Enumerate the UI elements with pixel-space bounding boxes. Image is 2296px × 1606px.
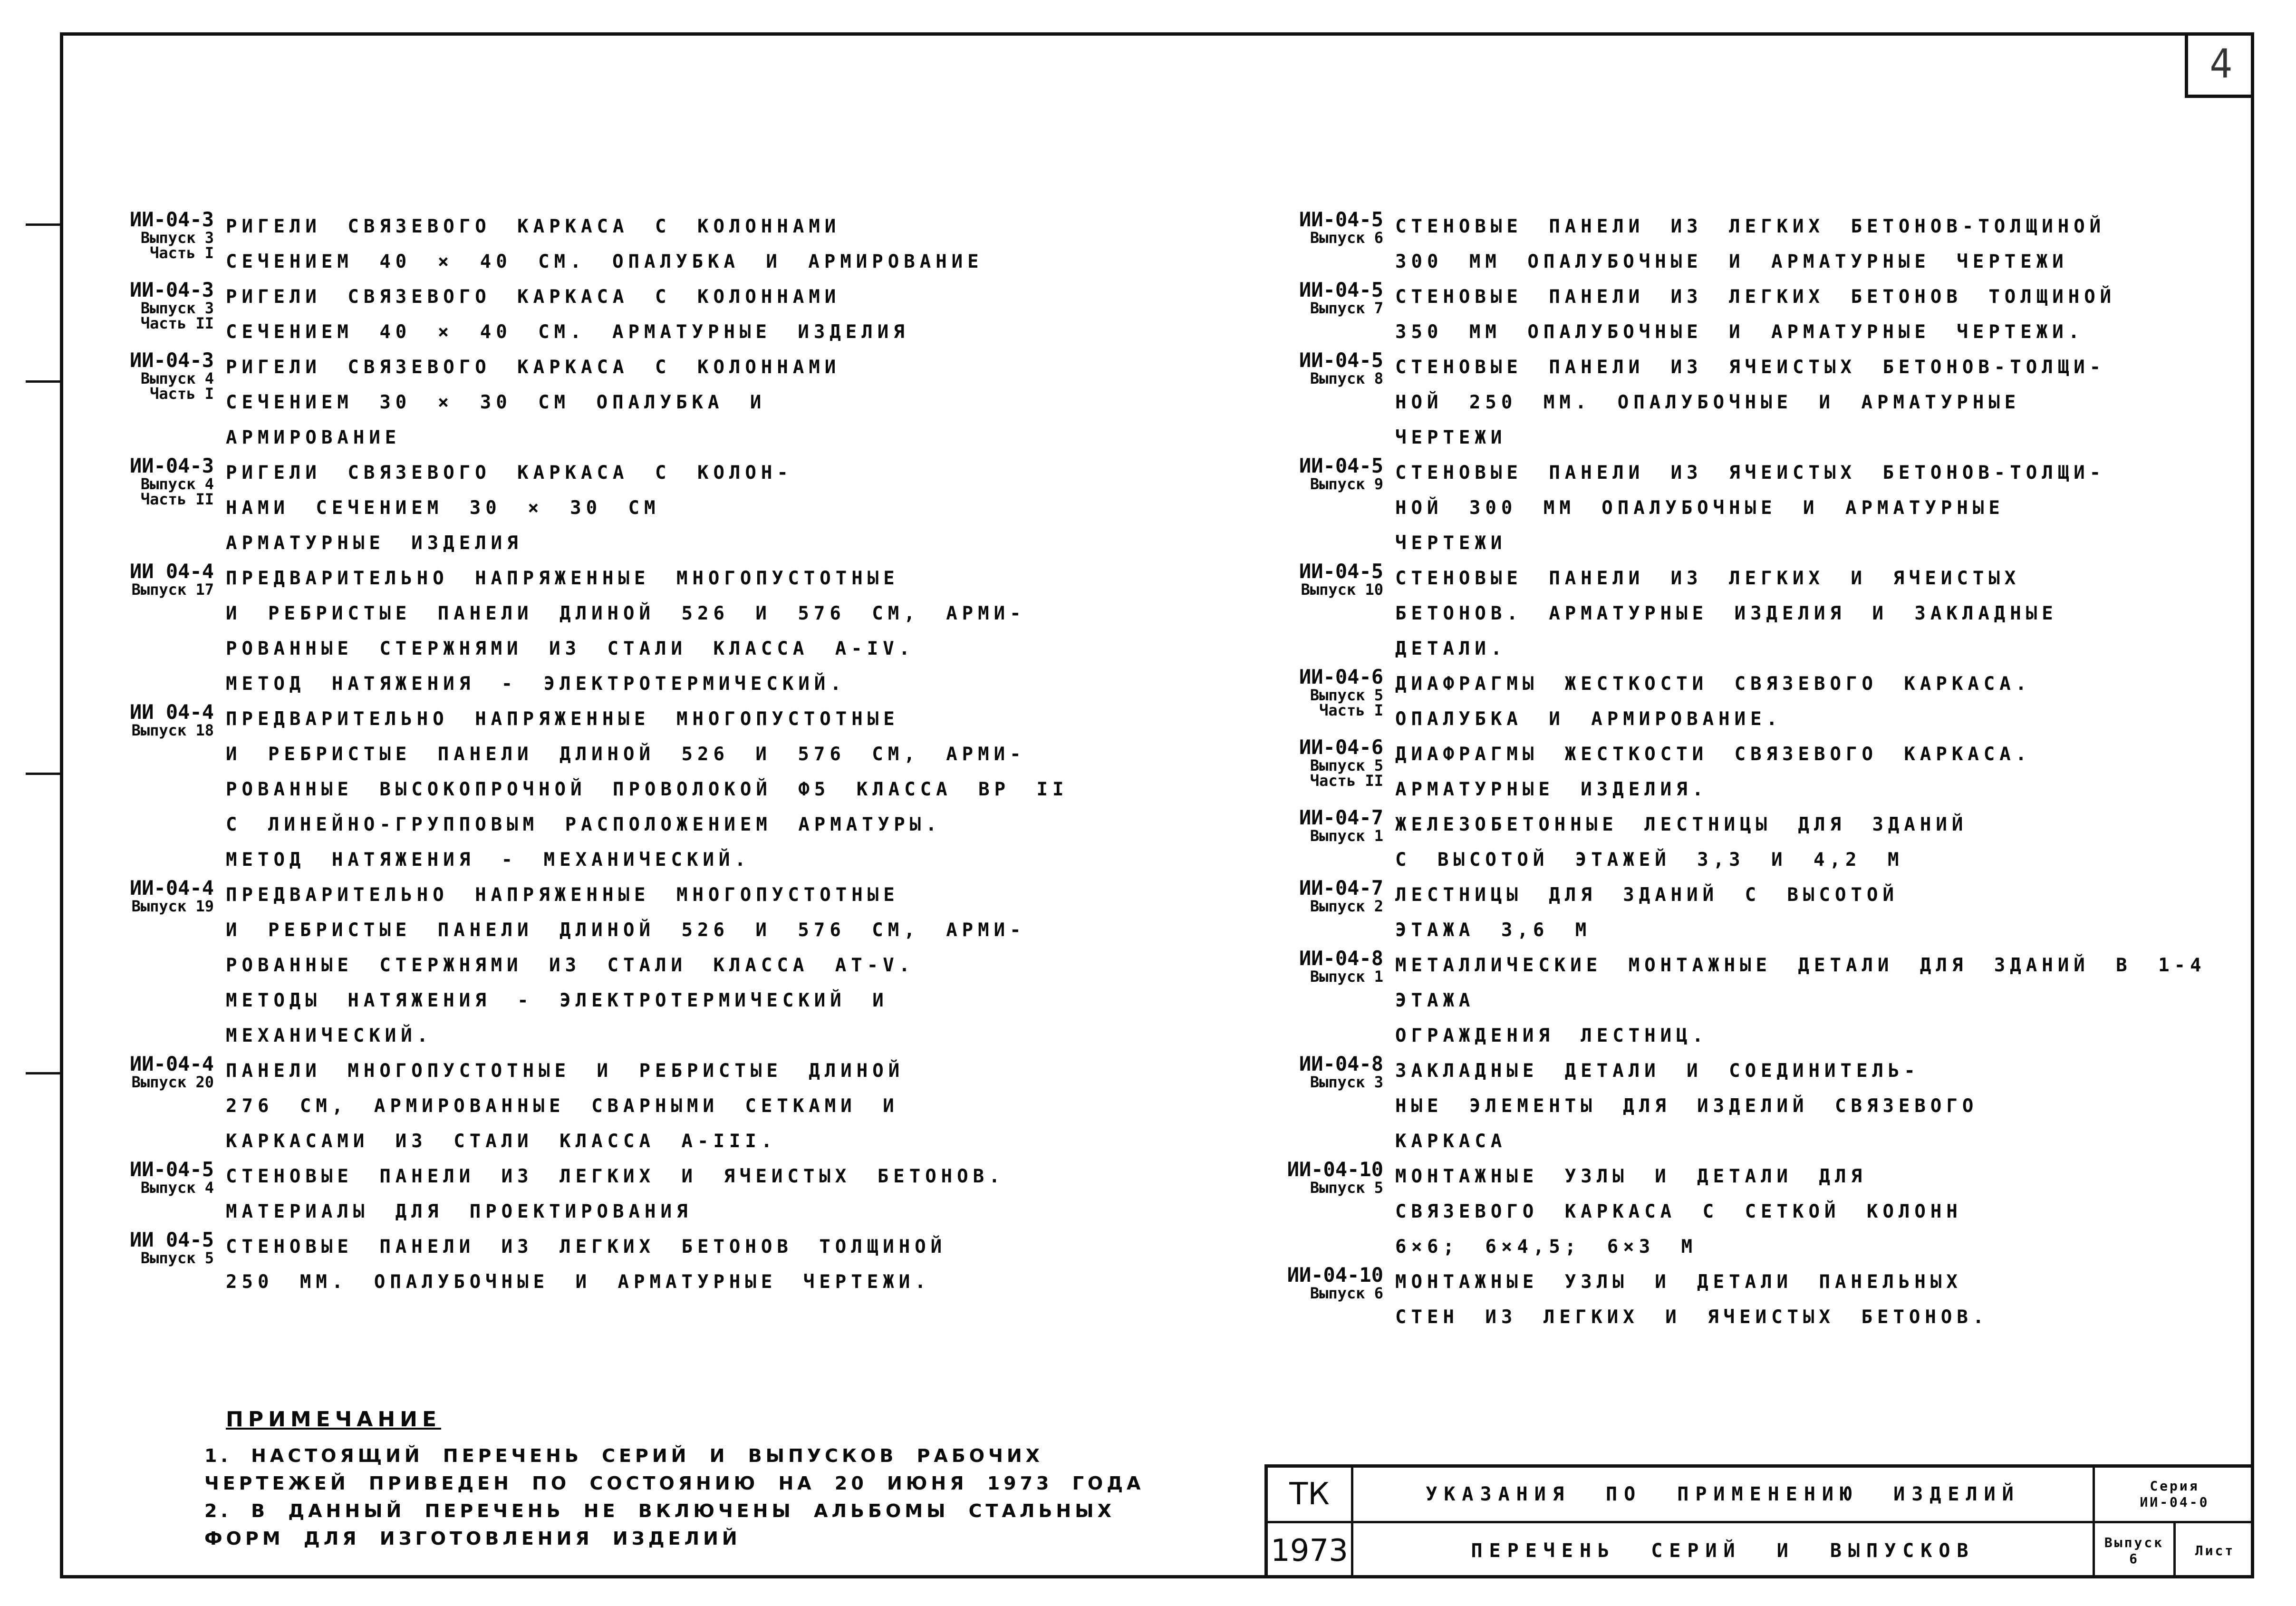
series-entry <box>1245 209 2248 280</box>
series-issue: Выпуск 18 <box>131 721 214 739</box>
series-code-main: ИИ-04-5 <box>1299 560 1383 583</box>
series-description <box>1395 667 2248 737</box>
series-code <box>76 878 214 914</box>
description-line: ДЕТАЛИ. <box>1395 638 1507 659</box>
series-code <box>1245 1159 1383 1195</box>
title-block-title-top: УКАЗАНИЯ ПО ПРИМЕНЕНИЮ ИЗДЕЛИЙ <box>1353 1468 2095 1523</box>
description-line: ДИАФРАГМЫ ЖЕСТКОСТИ СВЯЗЕВОГО КАРКАСА. <box>1395 744 2032 765</box>
description-line: ЖЕЛЕЗОБЕТОННЫЕ ЛЕСТНИЦЫ ДЛЯ ЗДАНИЙ <box>1395 814 1968 835</box>
description-line: МЕХАНИЧЕСКИЙ. <box>226 1025 433 1046</box>
description-line: СТЕНОВЫЕ ПАНЕЛИ ИЗ ЯЧЕИСТЫХ БЕТОНОВ-ТОЛЩИ- <box>1395 462 2106 484</box>
series-code-main: ИИ-04-5 <box>1299 454 1383 477</box>
description-line: РИГЕЛИ СВЯЗЕВОГО КАРКАСА С КОЛОННАМИ <box>226 286 841 308</box>
series-code <box>76 350 214 401</box>
series-code-main: ИИ 04-4 <box>129 700 214 724</box>
series-list-right <box>1245 209 2248 1335</box>
series-code <box>76 1229 214 1266</box>
description-line: СТЕНОВЫЕ ПАНЕЛИ ИЗ ЛЕГКИХ БЕТОНОВ ТОЛЩИНОЙ <box>1395 286 2116 308</box>
description-line: МАТЕРИАЛЫ ДЛЯ ПРОЕКТИРОВАНИЯ <box>226 1201 693 1222</box>
description-line: СТЕНОВЫЕ ПАНЕЛИ ИЗ ЯЧЕИСТЫХ БЕТОНОВ-ТОЛЩИ- <box>1395 357 2106 378</box>
description-line: СТЕНОВЫЕ ПАНЕЛИ ИЗ ЛЕГКИХ И ЯЧЕИСТЫХ БЕТОНОВ. <box>226 1166 1005 1187</box>
description-line: ЧЕРТЕЖИ <box>1395 427 1507 448</box>
series-entry <box>1245 350 2248 455</box>
series-code-main: ИИ-04-3 <box>129 278 214 301</box>
description-line: НОЙ 300 ММ ОПАЛУБОЧНЫЕ И АРМАТУРНЫЕ <box>1395 497 2005 519</box>
description-line: ПАНЕЛИ МНОГОПУСТОТНЫЕ И РЕБРИСТЫЕ ДЛИНОЙ <box>226 1060 905 1082</box>
issue-label: Выпуск <box>2104 1534 2164 1550</box>
series-label: Серия <box>2150 1478 2200 1494</box>
description-line: АРМИРОВАНИЕ <box>226 427 401 448</box>
description-line: БЕТОНОВ. АРМАТУРНЫЕ ИЗДЕЛИЯ И ЗАКЛАДНЫЕ <box>1395 603 2058 624</box>
series-code-main: ИИ-04-4 <box>129 876 214 900</box>
note-item: 1. НАСТОЯЩИЙ ПЕРЕЧЕНЬ СЕРИЙ И ВЫПУСКОВ РАБОЧИХ ЧЕРТЕЖЕЙ ПРИВЕДЕН ПО СОСТОЯНИЮ НА 20 ИЮНЯ 1973 ГОДА <box>204 1445 1145 1494</box>
series-description <box>1395 1159 2248 1265</box>
description-line: 300 ММ ОПАЛУБОЧНЫЕ И АРМАТУРНЫЕ ЧЕРТЕЖИ <box>1395 251 2068 272</box>
page-number: 4 <box>2185 32 2254 98</box>
description-line: РОВАННЫЕ СТЕРЖНЯМИ ИЗ СТАЛИ КЛАССА А-IV. <box>226 638 915 659</box>
description-line: 6×6; 6×4,5; 6×3 М <box>1395 1236 1698 1258</box>
description-line: СТЕН ИЗ ЛЕГКИХ И ЯЧЕИСТЫХ БЕТОНОВ. <box>1395 1306 1989 1328</box>
series-code <box>1245 561 1383 597</box>
series-description <box>226 1229 1188 1300</box>
series-code <box>1245 948 1383 984</box>
series-entry <box>1245 807 2248 878</box>
series-issue: Выпуск 5 <box>140 1249 214 1267</box>
series-code-main: ИИ-04-5 <box>1299 208 1383 231</box>
description-line: РИГЕЛИ СВЯЗЕВОГО КАРКАСА С КОЛОННАМИ <box>226 216 841 237</box>
series-issue: Часть I <box>1319 701 1383 719</box>
description-line: С ЛИНЕЙНО-ГРУППОВЫМ РАСПОЛОЖЕНИЕМ АРМАТУРЫ. <box>226 814 942 835</box>
series-code-main: ИИ-04-7 <box>1299 876 1383 900</box>
series-description <box>226 1159 1188 1229</box>
description-line: ЭТАЖА 3,6 М <box>1395 919 1592 941</box>
series-issue: Выпуск 17 <box>131 580 214 599</box>
series-code-main: ИИ-04-4 <box>129 1052 214 1075</box>
series-code <box>76 209 214 261</box>
description-line: НОЙ 250 ММ. ОПАЛУБОЧНЫЕ И АРМАТУРНЫЕ <box>1395 392 2021 413</box>
description-line: НАМИ СЕЧЕНИЕМ 30 × 30 СМ <box>226 497 660 519</box>
series-entry <box>76 1159 1188 1229</box>
series-issue: Часть II <box>140 314 214 332</box>
series-code-main: ИИ-04-10 <box>1287 1263 1383 1287</box>
series-code-main: ИИ-04-5 <box>129 1158 214 1181</box>
series-issue: Выпуск 3 <box>1310 1073 1383 1091</box>
description-line: МОНТАЖНЫЕ УЗЛЫ И ДЕТАЛИ ДЛЯ <box>1395 1166 1867 1187</box>
series-code-main: ИИ-04-8 <box>1299 947 1383 970</box>
series-issue: Выпуск 6 <box>1310 229 1383 247</box>
series-description <box>1395 209 2248 280</box>
margin-tick <box>26 223 60 226</box>
series-code-main: ИИ 04-4 <box>129 560 214 583</box>
description-line: РОВАННЫЕ ВЫСОКОПРОЧНОЙ ПРОВОЛОКОЙ Ф5 КЛАССА ВР II <box>226 779 1069 800</box>
series-code-main: ИИ-04-3 <box>129 348 214 372</box>
title-block-issue-sheet <box>2095 1523 2254 1579</box>
series-code <box>1245 878 1383 914</box>
description-line: И РЕБРИСТЫЕ ПАНЕЛИ ДЛИНОЙ 526 И 576 СМ, АРМИ- <box>226 919 1026 941</box>
title-block-title-bottom: ПЕРЕЧЕНЬ СЕРИЙ И ВЫПУСКОВ <box>1353 1523 2095 1579</box>
description-line: СЕЧЕНИЕМ 40 × 40 СМ. АРМАТУРНЫЕ ИЗДЕЛИЯ <box>226 321 909 343</box>
description-line: СЕЧЕНИЕМ 40 × 40 СМ. ОПАЛУБКА И АРМИРОВАНИЕ <box>226 251 984 272</box>
margin-tick <box>26 380 60 383</box>
series-code-main: ИИ-04-7 <box>1299 806 1383 829</box>
series-entry <box>1245 737 2248 807</box>
description-line: ОГРАЖДЕНИЯ ЛЕСТНИЦ. <box>1395 1025 1708 1046</box>
description-line: 250 ММ. ОПАЛУБОЧНЫЕ И АРМАТУРНЫЕ ЧЕРТЕЖИ. <box>226 1271 931 1293</box>
series-issue: Выпуск 20 <box>131 1073 214 1091</box>
series-code <box>1245 807 1383 843</box>
series-description <box>1395 948 2248 1054</box>
note-item: 2. В ДАННЫЙ ПЕРЕЧЕНЬ НЕ ВКЛЮЧЕНЫ АЛЬБОМЫ СТАЛЬНЫХ ФОРМ ДЛЯ ИЗГОТОВЛЕНИЯ ИЗДЕЛИЙ <box>204 1500 1115 1549</box>
series-entry <box>1245 1159 2248 1265</box>
series-description <box>226 561 1188 702</box>
series-description <box>1395 1054 2248 1159</box>
description-line: ПРЕДВАРИТЕЛЬНО НАПРЯЖЕННЫЕ МНОГОПУСТОТНЫЕ <box>226 884 899 906</box>
series-description <box>226 209 1188 280</box>
series-issue: Выпуск 5 <box>1310 756 1383 774</box>
series-issue: Выпуск 1 <box>1310 967 1383 986</box>
series-code-main: ИИ-04-8 <box>1299 1052 1383 1075</box>
series-entry <box>76 1229 1188 1300</box>
series-entry <box>76 561 1188 702</box>
series-description <box>226 350 1188 455</box>
series-code-main: ИИ-04-6 <box>1299 735 1383 759</box>
series-code <box>76 1054 214 1090</box>
description-line: РИГЕЛИ СВЯЗЕВОГО КАРКАСА С КОЛОН- <box>226 462 793 484</box>
series-code <box>1245 1054 1383 1090</box>
series-description <box>1395 561 2248 667</box>
description-line: НЫЕ ЭЛЕМЕНТЫ ДЛЯ ИЗДЕЛИЙ СВЯЗЕВОГО <box>1395 1095 1978 1117</box>
series-description <box>1395 807 2248 878</box>
series-entry <box>1245 455 2248 561</box>
description-line: РИГЕЛИ СВЯЗЕВОГО КАРКАСА С КОЛОННАМИ <box>226 357 841 378</box>
margin-tick <box>26 773 60 775</box>
series-issue: Выпуск 10 <box>1301 580 1383 599</box>
series-entry <box>76 878 1188 1054</box>
series-issue: Выпуск 4 <box>140 369 214 387</box>
series-code <box>76 1159 214 1195</box>
series-entry <box>1245 561 2248 667</box>
series-description <box>1395 455 2248 561</box>
series-issue: Часть I <box>150 244 214 262</box>
title-block-org: ТК <box>1268 1468 1353 1523</box>
note-section <box>204 1407 1169 1552</box>
description-line: ЧЕРТЕЖИ <box>1395 532 1507 554</box>
description-line: СТЕНОВЫЕ ПАНЕЛИ ИЗ ЛЕГКИХ БЕТОНОВ-ТОЛЩИНОЙ <box>1395 216 2106 237</box>
series-issue: Выпуск 9 <box>1310 475 1383 493</box>
description-line: И РЕБРИСТЫЕ ПАНЕЛИ ДЛИНОЙ 526 И 576 СМ, АРМИ- <box>226 744 1026 765</box>
description-line: АРМАТУРНЫЕ ИЗДЕЛИЯ. <box>1395 779 1708 800</box>
note-title: ПРИМЕЧАНИЕ <box>226 1407 442 1432</box>
series-description <box>1395 280 2248 350</box>
series-description <box>1395 878 2248 948</box>
series-issue: Выпуск 3 <box>140 299 214 317</box>
series-code <box>76 561 214 597</box>
series-issue: Часть II <box>140 490 214 508</box>
series-issue: Выпуск 3 <box>140 229 214 247</box>
description-line: СТЕНОВЫЕ ПАНЕЛИ ИЗ ЛЕГКИХ БЕТОНОВ ТОЛЩИНОЙ <box>226 1236 947 1258</box>
series-entry <box>1245 1054 2248 1159</box>
title-block <box>1264 1464 2254 1578</box>
description-line: ДИАФРАГМЫ ЖЕСТКОСТИ СВЯЗЕВОГО КАРКАСА. <box>1395 673 2032 695</box>
series-issue: Выпуск 2 <box>1310 897 1383 915</box>
sheet-label: Лист <box>2195 1542 2235 1558</box>
series-entry <box>1245 948 2248 1054</box>
series-code-main: ИИ-04-3 <box>129 208 214 231</box>
series-description <box>226 455 1188 561</box>
series-issue: Выпуск 8 <box>1310 369 1383 387</box>
series-code-main: ИИ-04-5 <box>1299 278 1383 301</box>
series-code <box>76 455 214 507</box>
description-line: СВЯЗЕВОГО КАРКАСА С СЕТКОЙ КОЛОНН <box>1395 1201 1962 1222</box>
description-line: И РЕБРИСТЫЕ ПАНЕЛИ ДЛИНОЙ 526 И 576 СМ, АРМИ- <box>226 603 1026 624</box>
series-code <box>1245 350 1383 386</box>
series-entry <box>1245 878 2248 948</box>
series-code <box>1245 209 1383 245</box>
margin-tick <box>26 1072 60 1074</box>
series-entry <box>76 455 1188 561</box>
series-code <box>1245 667 1383 718</box>
series-issue: Выпуск 5 <box>1310 1179 1383 1197</box>
description-line: С ВЫСОТОЙ ЭТАЖЕЙ 3,3 И 4,2 М <box>1395 849 1904 871</box>
series-entry <box>76 280 1188 350</box>
description-line: ЛЕСТНИЦЫ ДЛЯ ЗДАНИЙ С ВЫСОТОЙ <box>1395 884 1899 906</box>
description-line: 350 ММ ОПАЛУБОЧНЫЕ И АРМАТУРНЫЕ ЧЕРТЕЖИ. <box>1395 321 2084 343</box>
description-line: ПРЕДВАРИТЕЛЬНО НАПРЯЖЕННЫЕ МНОГОПУСТОТНЫЕ <box>226 708 899 730</box>
series-code-main: ИИ 04-5 <box>129 1228 214 1251</box>
series-entry <box>1245 1265 2248 1335</box>
description-line: МЕТОД НАТЯЖЕНИЯ - ЭЛЕКТРОТЕРМИЧЕСКИЙ. <box>226 673 846 695</box>
description-line: СТЕНОВЫЕ ПАНЕЛИ ИЗ ЛЕГКИХ И ЯЧЕИСТЫХ <box>1395 568 2021 589</box>
series-issue: Выпуск 6 <box>1310 1284 1383 1302</box>
description-line: ЗАКЛАДНЫЕ ДЕТАЛИ И СОЕДИНИТЕЛЬ- <box>1395 1060 1920 1082</box>
series-code-main: ИИ-04-5 <box>1299 348 1383 372</box>
series-issue: Выпуск 4 <box>140 475 214 493</box>
series-description <box>226 280 1188 350</box>
series-code <box>1245 455 1383 492</box>
description-line: АРМАТУРНЫЕ ИЗДЕЛИЯ <box>226 532 523 554</box>
issue-value: 6 <box>2129 1550 2139 1567</box>
description-line: СЕЧЕНИЕМ 30 × 30 СМ ОПАЛУБКА И <box>226 392 766 413</box>
series-entry <box>1245 667 2248 737</box>
series-code-main: ИИ-04-10 <box>1287 1158 1383 1181</box>
description-line: МЕТОД НАТЯЖЕНИЯ - МЕХАНИЧЕСКИЙ. <box>226 849 751 871</box>
description-line: РОВАННЫЕ СТЕРЖНЯМИ ИЗ СТАЛИ КЛАССА АТ-V. <box>226 955 915 976</box>
series-code-main: ИИ-04-6 <box>1299 665 1383 688</box>
series-issue: Выпуск 4 <box>140 1179 214 1197</box>
series-issue: Выпуск 5 <box>1310 686 1383 704</box>
series-entry <box>1245 280 2248 350</box>
title-block-year: 1973 <box>1268 1523 1353 1579</box>
series-code <box>1245 737 1383 788</box>
series-code <box>76 702 214 738</box>
description-line: МОНТАЖНЫЕ УЗЛЫ И ДЕТАЛИ ПАНЕЛЬНЫХ <box>1395 1271 1962 1293</box>
series-issue: Выпуск 7 <box>1310 299 1383 317</box>
description-line: КАРКАСАМИ ИЗ СТАЛИ КЛАССА А-III. <box>226 1131 777 1152</box>
series-description <box>1395 1265 2248 1335</box>
series-entry <box>76 702 1188 878</box>
series-value: ИИ-04-0 <box>2140 1494 2209 1510</box>
series-issue: Часть I <box>150 385 214 403</box>
series-entry <box>76 209 1188 280</box>
description-line: МЕТАЛЛИЧЕСКИЕ МОНТАЖНЫЕ ДЕТАЛИ ДЛЯ ЗДАНИЙ В 1-4 ЭТАЖА <box>1395 955 2206 1011</box>
series-issue: Часть II <box>1310 772 1383 790</box>
description-line: ПРЕДВАРИТЕЛЬНО НАПРЯЖЕННЫЕ МНОГОПУСТОТНЫЕ <box>226 568 899 589</box>
series-description <box>226 702 1188 878</box>
title-block-series <box>2095 1468 2254 1523</box>
series-code <box>1245 280 1383 316</box>
description-line: КАРКАСА <box>1395 1131 1507 1152</box>
series-entry <box>76 1054 1188 1159</box>
description-line: МЕТОДЫ НАТЯЖЕНИЯ - ЭЛЕКТРОТЕРМИЧЕСКИЙ И <box>226 990 888 1011</box>
series-code <box>76 280 214 331</box>
series-description <box>226 1054 1188 1159</box>
series-description <box>226 878 1188 1054</box>
series-description <box>1395 737 2248 807</box>
series-issue: Выпуск 1 <box>1310 827 1383 845</box>
description-line: 276 СМ, АРМИРОВАННЫЕ СВАРНЫМИ СЕТКАМИ И <box>226 1095 899 1117</box>
description-line: ОПАЛУБКА И АРМИРОВАНИЕ. <box>1395 708 1783 730</box>
series-entry <box>76 350 1188 455</box>
series-list-left <box>76 209 1188 1300</box>
series-issue: Выпуск 19 <box>131 897 214 915</box>
series-code-main: ИИ-04-3 <box>129 454 214 477</box>
series-description <box>1395 350 2248 455</box>
series-code <box>1245 1265 1383 1301</box>
